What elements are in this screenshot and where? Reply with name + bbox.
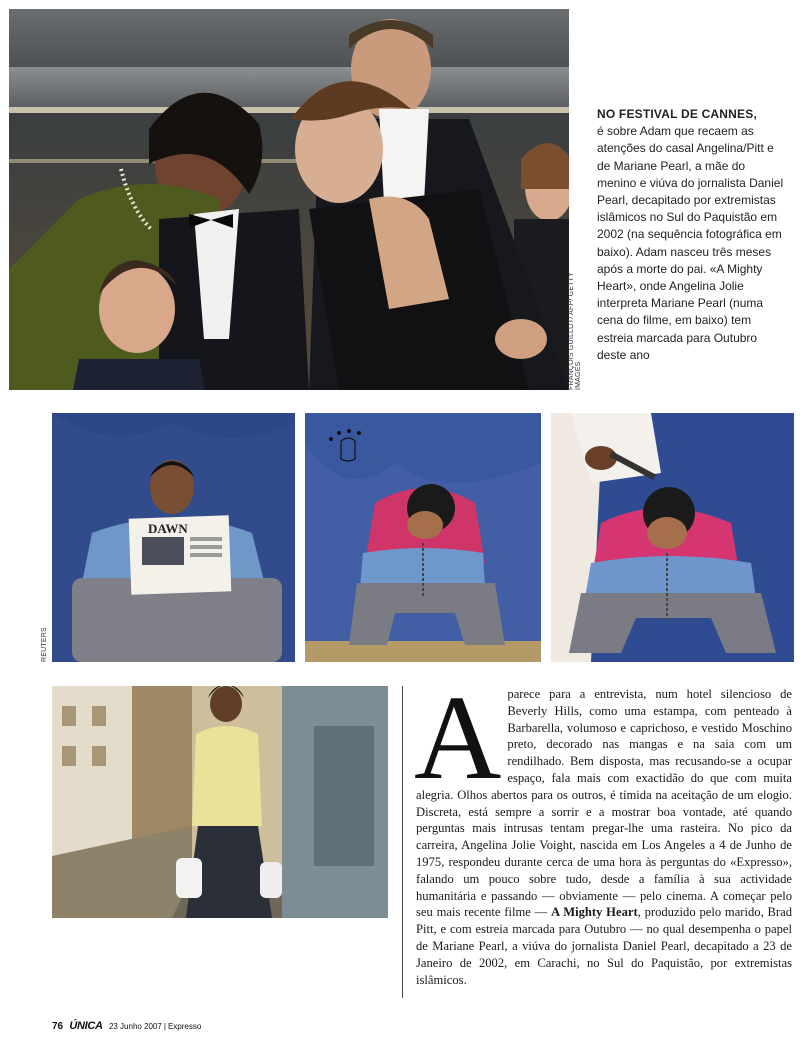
film-still-photo	[52, 686, 388, 918]
page-number: 76	[52, 1021, 64, 1032]
caption-lead: NO FESTIVAL DE CANNES,	[597, 107, 757, 121]
page-footer: 76 ÚNICA 23 Junho 2007 | Expresso	[52, 1020, 202, 1032]
sequence-photo-1	[52, 413, 295, 662]
cannes-photo-scene	[9, 9, 569, 390]
drop-cap: A	[414, 671, 502, 805]
article-body	[414, 671, 792, 1004]
issue-date: 23 Junho 2007	[108, 1022, 162, 1031]
sequence-photo-3	[551, 413, 794, 662]
cannes-photo	[9, 9, 569, 390]
sequence-photo-2	[305, 413, 541, 662]
photo-credit-cannes: FRANÇOIS GUILLOT/ AFP/ GETTY IMAGES	[568, 272, 582, 390]
article-text-part1: parece para a entrevista, num hotel silencioso de Beverly Hills, como uma estampa, com penteado à Barbarella, volumoso e caprichoso, e vestido Moschino preto, decorado nas mangas e na saia com um rendilhado. Bem disposta, mas recusando-se a ocupar espaço, fala mais com exactidão do que com muita alegria. Olhos abertos para os outros, é tímida na aceitação de um elogio. Discreta, está sempre a sorrir e a mostrar boa vontade, até quando perguntas mais intrusas tentam pregar-lhe uma rasteira. No pico da carreira, Angelina Jolie Voight, nascida em Los Angeles a 4 de Junho de 1975, respondeu durante cerca de uma hora às perguntas do «Expresso», falando um pouco sobre tudo, desde a família à sua actividade humanitária e passando — obviamente — pelo cinema. A começar pelo seu mais recente filme —	[416, 687, 792, 920]
column-divider	[402, 686, 403, 998]
newspaper-masthead: DAWN	[148, 521, 188, 536]
article-text-part2: , produzido pelo marido, Brad Pitt, e com estreia marcada para Outubro — no qual desempenha o papel de Mariane Pearl, a viúva do jornalista Daniel Pearl, decapitado a 23 de Janeiro de 2002, em Carachi, no Sul do Paquistão, por extremistas islâmicos.	[416, 905, 792, 987]
photo-caption	[597, 106, 787, 364]
publication-name: Expresso	[167, 1022, 202, 1031]
film-title: A Mighty Heart	[551, 905, 638, 920]
magazine-name: ÚNICA	[69, 1020, 103, 1032]
photo-credit-reuters: REUTERS	[41, 627, 48, 662]
caption-body: é sobre Adam que recaem as atenções do casal Angelina/Pitt e de Mariane Pearl, a mãe do menino e viúva do jornalista Daniel Pearl, decapitado por extremistas islâmicos no Sul do Paquistão em 2002 (na sequência fotográfica em baixo). Adam nasceu três meses após a morte do pai. «A Mighty Heart», onde Angelina Jolie interpreta Mariane Pearl (numa cena do filme, em baixo) tem estreia marcada para Outubro deste ano	[597, 124, 784, 362]
